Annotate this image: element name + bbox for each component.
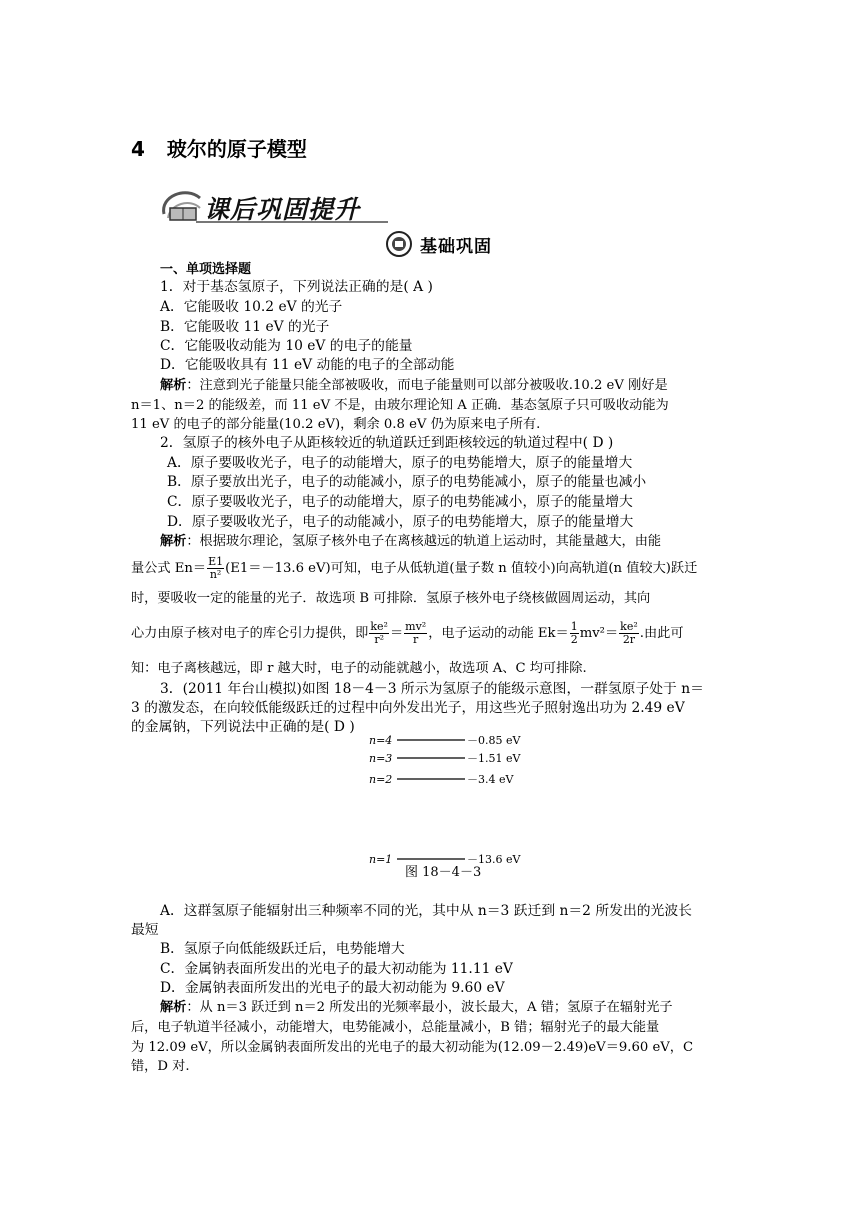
q2-option-b: B．原子要放出光子，电子的动能减小，原子的电势能减小，原子的能量也减小 <box>167 474 647 490</box>
q1-option-b: B．它能吸收 11 eV 的光子 <box>160 319 330 335</box>
q3-option-a: A．这群氢原子能辐射出三种频率不同的光，其中从 n＝3 跃迁到 n＝2 所发出的光波长 <box>160 903 692 919</box>
q3-stem-line-2: 3 的激发态，在向较低能级跃迁的过程中向外发出光子，用这些光子照射逸出功为 2.49 eV <box>131 700 685 716</box>
q3-option-b: B．氢原子向低能级跃迁后，电势能增大 <box>160 941 405 957</box>
q2-option-d: D．原子要吸收光子，电子的动能减小，原子的电势能增大，原子的能量增大 <box>167 514 634 530</box>
q2-analysis-line-1: 解析：根据玻尔理论，氢原子核外电子在离核越远的轨道上运动时，其能量越大，由能 <box>160 534 662 549</box>
q1-option-a: A．它能吸收 10.2 eV 的光子 <box>160 299 343 315</box>
q2-analysis-line-5: 知：电子离核越远，即 r 越大时，电子的动能就越小，故选项 A、C 均可排除. <box>131 661 587 676</box>
level-energy-1: －0.85 eV <box>467 734 521 747</box>
figure-caption: 图 18－4－3 <box>405 865 482 880</box>
badge-label: 基础巩固 <box>420 237 492 257</box>
half-fraction: $\frac{1}{2}$ <box>570 620 578 646</box>
q2-analysis-line-3: 时，要吸收一定的能量的光子．故选项 B 可排除．氢原子核外电子绕核做圆周运动，其向 <box>131 591 651 606</box>
q1-analysis-line-2: n＝1、n＝2 的能级差，而 11 eV 不是，由玻尔理论知 A 正确．基态氢原子只可吸收动能为 <box>131 398 669 413</box>
q3-option-a-cont: 最短 <box>131 922 159 938</box>
q3-stem-line-1: 3．(2011 年台山模拟)如图 18－4－3 所示为氢原子的能级示意图，一群氢原子处于 n＝ <box>160 681 704 697</box>
section-number: 4 <box>131 137 145 161</box>
q1-option-c: C．它能吸收动能为 10 eV 的电子的能量 <box>160 338 413 354</box>
q2-analysis-line-2: 量公式 En＝ $\frac{E1}{\text{n²}}$ (E1＝－13.6 eV)可知，电子从低轨道(量子数 n 值较小)向高轨道(n 值较大)跃迁 <box>131 555 698 581</box>
q3-analysis-line-1: 解析：从 n＝3 跃迁到 n＝2 所发出的光频率最小，波长最大，A 错；氢原子在辐射光子 <box>160 1000 673 1015</box>
centripetal-fraction: $\frac{\text{mv²}}{r}$ <box>405 620 427 646</box>
q1-option-d: D．它能吸收具有 11 eV 动能的电子的全部动能 <box>160 357 455 373</box>
q3-analysis-line-4: 错，D 对. <box>131 1059 190 1074</box>
level-label-2: n=3 <box>369 752 393 765</box>
q3-analysis-line-2: 后，电子轨道半径减小，动能增大，电势能减小，总能量减小，B 错；辐射光子的最大能量 <box>131 1020 660 1035</box>
q3-option-c: C．金属钠表面所发出的光电子的最大初动能为 11.11 eV <box>160 961 513 977</box>
q2-stem: 2．氢原子的核外电子从距核较近的轨道跃迁到距核较远的轨道过程中( D ) <box>160 435 614 451</box>
q1-stem: 1．对于基态氢原子，下列说法正确的是( A ) <box>160 279 433 295</box>
banner-label: 课后巩固提升 <box>204 195 361 224</box>
q2-analysis-line-4: 心力由原子核对电子的库仑引力提供，即 $\frac{\text{ke²}}{\text{r²}}$ ＝ $\frac{\text{mv²}}{r}$ ，电子运动的动能 Ek＝ $\frac{1}{2}$ mv²＝ $\frac{\text{ke²}}{2r}$ .由此可 <box>131 620 684 646</box>
kinetic-energy-fraction: $\frac{\text{ke²}}{2r}$ <box>620 620 638 646</box>
section-title: 玻尔的原子模型 <box>166 137 307 161</box>
section-heading: 一、单项选择题 <box>160 262 252 277</box>
q1-analysis-line-3: 11 eV 的电子的部分能量(10.2 eV)，剩余 0.8 eV 仍为原来电子所有. <box>131 417 541 432</box>
level-energy-4: －13.6 eV <box>467 853 521 866</box>
level-label-1: n=4 <box>369 734 393 747</box>
level-label-3: n=2 <box>369 773 393 786</box>
energy-formula-fraction: $\frac{E1}{\text{n²}}$ <box>208 555 224 581</box>
level-label-4: n=1 <box>369 853 393 866</box>
analysis-label: 解析 <box>160 534 187 549</box>
coulomb-fraction: $\frac{\text{ke²}}{\text{r²}}$ <box>370 620 388 646</box>
level-energy-3: －3.4 eV <box>467 773 514 786</box>
q3-analysis-line-3: 为 12.09 eV，所以金属钠表面所发出的光电子的最大初动能为(12.09－2.49)eV＝9.60 eV，C <box>131 1040 694 1055</box>
level-energy-2: －1.51 eV <box>467 752 521 765</box>
q2-option-a: A．原子要吸收光子，电子的动能增大，原子的电势能增大，原子的能量增大 <box>167 455 633 471</box>
analysis-label: 解析 <box>160 378 187 393</box>
q3-option-d: D．金属钠表面所发出的光电子的最大初动能为 9.60 eV <box>160 980 505 996</box>
q3-stem-line-3: 的金属钠，下列说法中正确的是( D ) <box>131 719 355 735</box>
q2-option-c: C．原子要吸收光子，电子的动能增大，原子的电势能减小，原子的能量增大 <box>167 494 633 510</box>
q1-analysis-line-1: 解析：注意到光子能量只能全部被吸收，而电子能量则可以部分被吸收.10.2 eV 刚好是 <box>160 378 668 393</box>
analysis-label: 解析 <box>160 1000 187 1015</box>
